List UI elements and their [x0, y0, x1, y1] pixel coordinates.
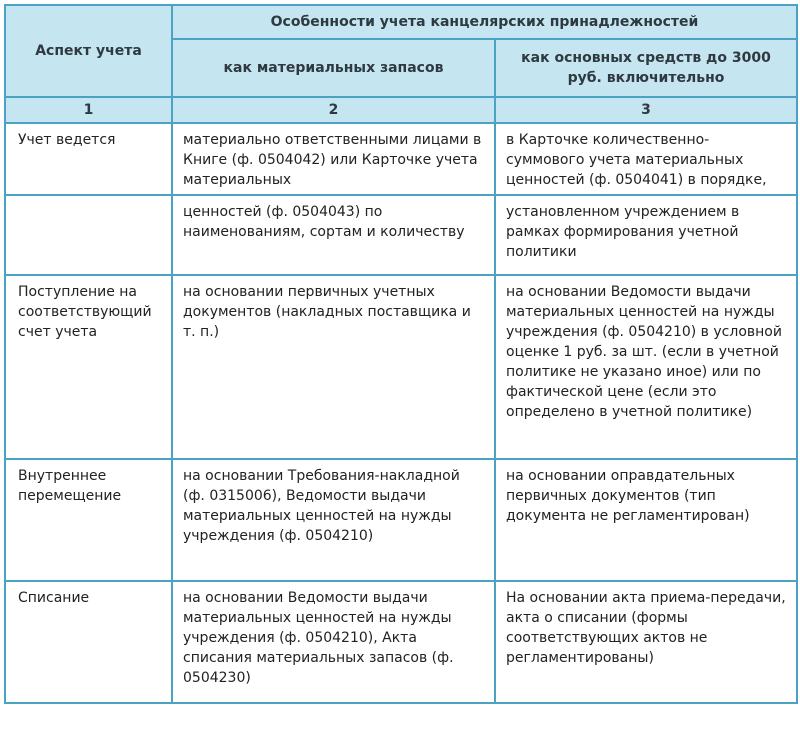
cell-fixed-assets: на основании оправдательных первичных документов (тип документа не регламентирован)	[495, 459, 797, 581]
table-row	[5, 123, 797, 195]
table-row	[5, 275, 797, 459]
header-num-2: 2	[172, 97, 495, 123]
table-row	[5, 195, 797, 275]
table-row	[5, 459, 797, 581]
header-main: Особенности учета канцелярских принадлежностей	[172, 5, 797, 39]
stationery-accounting-table	[4, 4, 798, 704]
cell-fixed-assets: в Карточке количественно-суммового учета материальных ценностей (ф. 0504041) в порядке,	[495, 123, 797, 195]
cell-aspect: Учет ведется	[5, 123, 172, 195]
header-col-fixed-assets: как основных средств до 3000 руб. включительно	[495, 39, 797, 97]
header-num-1: 1	[5, 97, 172, 123]
cell-aspect	[5, 195, 172, 275]
cell-materials: на основании Требования-накладной (ф. 0315006), Ведомости выдачи материальных ценностей на нужды учреждения (ф. 0504210)	[172, 459, 495, 581]
cell-aspect: Внутреннее перемещение	[5, 459, 172, 581]
header-num-3: 3	[495, 97, 797, 123]
cell-aspect: Списание	[5, 581, 172, 703]
cell-fixed-assets: На основании акта приема-передачи, акта о списании (формы соответствующих актов не регламентированы)	[495, 581, 797, 703]
cell-materials: на основании Ведомости выдачи материальных ценностей на нужды учреждения (ф. 0504210), Акта списания материальных запасов (ф. 0504230)	[172, 581, 495, 703]
cell-materials: материально ответственными лицами в Книге (ф. 0504042) или Карточке учета материальных	[172, 123, 495, 195]
cell-fixed-assets: на основании Ведомости выдачи материальных ценностей на нужды учреждения (ф. 0504210) в условной оценке 1 руб. за шт. (если в учетной политике не указано иное) или по фактической цене (если это определено в учетной политике)	[495, 275, 797, 459]
cell-aspect: Поступление на соответствующий счет учета	[5, 275, 172, 459]
header-col-materials: как материальных запасов	[172, 39, 495, 97]
cell-materials: на основании первичных учетных документов (накладных поставщика и т. п.)	[172, 275, 495, 459]
accounting-table-container	[4, 4, 796, 752]
header-aspect: Аспект учета	[5, 5, 172, 97]
table-row	[5, 581, 797, 703]
cell-fixed-assets: установленном учреждением в рамках формирования учетной политики	[495, 195, 797, 275]
cell-materials: ценностей (ф. 0504043) по наименованиям, сортам и количеству	[172, 195, 495, 275]
